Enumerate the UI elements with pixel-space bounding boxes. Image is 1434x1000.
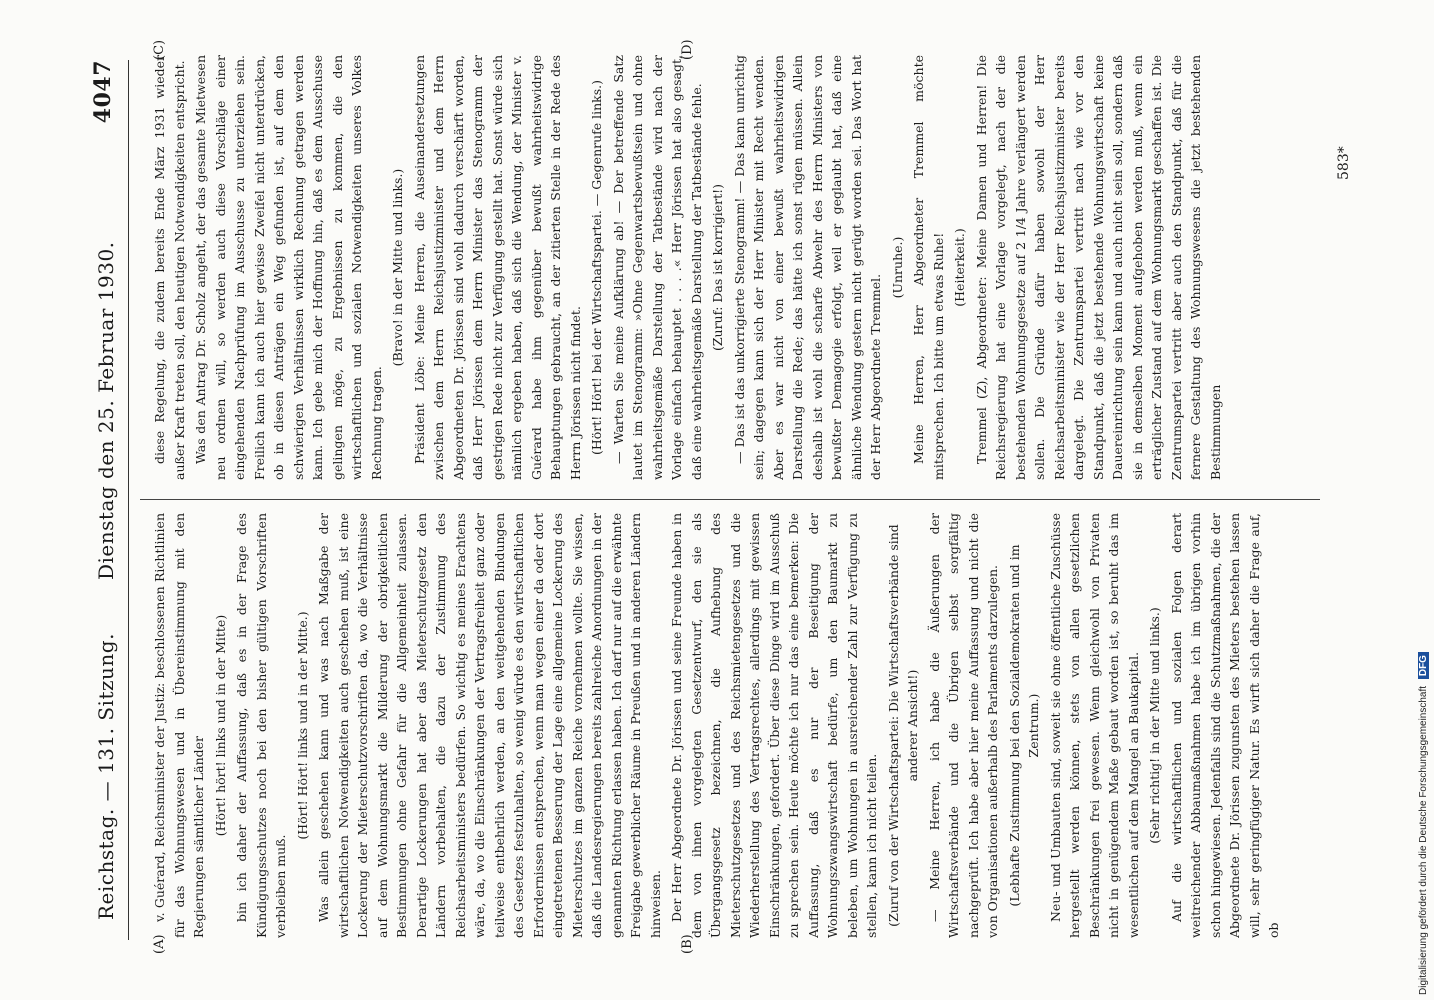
left-column xyxy=(150,513,1320,938)
paragraph: Präsident Löbe: Meine Herren, die Auseinandersetzungen zwischen dem Herrn Reichsjustizminister und dem Herrn Abgeordneten Dr. Jörissen sind wohl dadurch verschärft worden, daß Herr Jörissen dem Herrn Minister das Stenogramm der gestrigen Rede nicht zur Verfügung gestellt hat. Sonst würde sich nämlich ergeben haben, daß sich die Wendung, der Minister v. Guérard habe ihm gegenüber bewußt wahrheitswidrige Behauptungen gebraucht, an der zitierten Stelle in der Rede des Herrn Jörissen nicht findet. xyxy=(411,55,583,480)
paragraph: Der Herr Abgeordnete Dr. Jörissen und seine Freunde haben in dem von ihnen vorgelegten Gesetzentwurf, den sie als Übergangsgesetz bezeichnen, die Aufhebung des Mieterschutzgesetzes und des Reichsmietengesetzes und die Wiederherstellung des Vertragsrechtes, allerdings mit gewissen Einschränkungen, gefordert. Über diese Dinge wird im Ausschuß zu sprechen sein. Heute möchte ich nur das eine bemerken: Die Auffassung, daß es nur der Beseitigung der Wohnungszwangswirtschaft bedürfe, um den Baumarkt zu beleben, um Wohnungen in ausreichender Zahl zur Verfügung zu stellen, kann ich nicht teilen. xyxy=(669,513,879,938)
paragraph: v. Guérard, Reichsminister der Justiz: beschlossenen Richtlinien für das Wohnungswesen und in Übereinstimmung mit den Regierungen sämtlicher Länder xyxy=(152,513,206,938)
page-header xyxy=(80,40,130,960)
interjection: (Hört! Hört! links und in der Mitte.) xyxy=(294,611,310,840)
interjection: (Bravo! in der Mitte und links.) xyxy=(390,168,405,367)
column-separator xyxy=(140,499,1320,500)
interjection: (Hört! Hört! bei der Wirtschaftspartei. — Gegenrufe links.) xyxy=(589,79,604,456)
signature-mark: 583* xyxy=(1336,146,1352,180)
interjection: (Zuruf: Das ist korrigiert!) xyxy=(710,183,725,352)
right-column xyxy=(150,55,1320,480)
paragraph: bin ich daher der Auffassung, daß es in der Frage des Kündigungsschutzes noch bei den bisher gültigen Vorschriften verbleiben muß. xyxy=(234,513,288,938)
paragraph: Tremmel (Z), Abgeordneter: Meine Damen und Herren! Die Reichsregierung hat eine Vorlage vorgelegt, nach der die bestehenden Wohnungsgesetze auf 2 1/4 Jahre verlängert werden sollen. Die Gründe dafür haben sowohl der Herr Reichsarbeitsminister wie der Herr Reichsjustizminister bereits dargelegt. Die Zentrumspartei vertritt nach wie vor den Standpunkt, daß die jetzt bestehende Wohnungswirtschaft keine Dauereinrichtung sein kann und auch nicht sein soll, sondern daß sie in demselben Moment aufgehoben werden muß, wenn ein erträglicher Zustand auf dem Wohnungsmarkt geschaffen ist. Die Zentrumspartei vertritt aber auch den Standpunkt, daß für die fernere Gestaltung des Wohnungswesens die jetzt bestehenden Bestimmungen xyxy=(973,55,1223,480)
paragraph: Was den Antrag Dr. Scholz angeht, der das gesamte Mietwesen neu ordnen will, so werden auch diese Vorschläge einer eingehenden Nachprüfung im Ausschusse zu unterziehen sein. Freilich kann ich auch hier gewisse Zweifel nicht unterdrücken, ob in diesen Anträgen ein Weg gefunden ist, auf dem den schwierigen Verhältnissen wirklich Rechnung getragen werden kann. Ich gebe mich der Hoffnung hin, daß es dem Ausschusse gelingen möge, zu Ergebnissen zu kommen, die den wirtschaftlichen und sozialen Notwendigkeiten unseres Volkes Rechnung tragen. xyxy=(193,55,384,480)
paragraph: — Warten Sie meine Aufklärung ab! — Der betreffende Satz lautet im Stenogramm: »Ohne Gegenwartsbewußtsein und ohne wahrheitsgemäße Darstellung der Tatbestände wird nach der Vorlage einfach behauptet . . . .« Herr Jörissen hat also gesagt, daß eine wahrheitsgemäße Darstellung der Tatbestände fehle. xyxy=(610,55,704,480)
margin-marker-b: (B) xyxy=(680,934,695,954)
digitization-credit xyxy=(1418,652,1429,995)
interjection: (Sehr richtig! in der Mitte und links.) xyxy=(1147,607,1162,844)
dfg-logo: DFG xyxy=(1418,652,1429,679)
page-number: 4047 xyxy=(90,60,116,124)
header-rule xyxy=(128,60,129,940)
interjection: (Lebhafte Zustimmung bei den Sozialdemokraten und im Zentrum.) xyxy=(1006,544,1041,907)
paragraph: — Meine Herren, ich habe die Äußerungen der Wirtschaftsverbände und die Übrigen selbst sorgfältig nachgeprüft. Ich habe aber hier meine Auffassung und nicht die von Organisationen außerhalb des Parlaments darzulegen. xyxy=(926,513,1000,938)
interjection: (Unruhe.) xyxy=(889,236,905,299)
header-session: Reichstag. — 131. Sitzung. xyxy=(94,633,118,920)
interjection: (Hört! hört! links und in der Mitte) xyxy=(212,614,228,837)
paragraph: Was allein geschehen kann und was nach Maßgabe der wirtschaftlichen Notwendigkeiten auch geschehen muß, ist eine Lockerung der Mieterschutzvorschriften da, wo die Verhältnisse auf dem Wohnungsmarkt die Milderung der obrigkeitlichen Bestimmungen ohne Gefahr für die Allgemeinheit zulassen. Derartige Lockerungen hat aber das Mieterschutzgesetz den Ländern vorbehalten, die dazu der Zustimmung des Reichsarbeitsministers bedürfen. So wichtig es meines Erachtens wäre, da, wo die Einschränkungen der Vertragsfreiheit ganz oder teilweise entbehrlich werden, an den weitgehenden Bindungen des Gesetzes festzuhalten, so wenig würde es den wirtschaftlichen Erfordernissen entsprechen, wenn man wegen einer da oder dort eingetretenen Besserung der Lage eine allgemeine Lockerung des Mieterschutzes im ganzen Reiche vornehmen wollte. Sie wissen, daß die Landesregierungen bereits zahlreiche Anordnungen in der genannten Richtung erlassen haben. Ich darf nur auf die erwähnte Freigabe gewerblicher Räume in Preußen und in anderen Ländern hinweisen. xyxy=(316,513,663,938)
paragraph: — Das ist das unkorrigierte Stenogramm! — Das kann unrichtig sein; dagegen kann sich der Herr Minister mit Recht wenden. Aber es war nicht von einer bewußt wahrheitswidrigen Darstellung die Rede; das hätte ich sonst rügen müssen. Allein deshalb ist wohl die scharfe Abwehr des Herrn Ministers von bewußter Demagogie erfolgt, weil er geglaubt hat, daß eine ähnliche Wendung gestern nicht gerügt worden sei. Das Wort hat der Herr Abgeordnete Tremmel. xyxy=(731,55,883,480)
interjection: (Heiterkeit.) xyxy=(952,228,967,307)
credit-text: Digitalisierung gefördert durch die Deutsche Forschungsgemeinschaft xyxy=(1418,685,1429,995)
margin-marker-c: (C) xyxy=(152,39,167,60)
paragraph: diese Regelung, die zudem bereits Ende März 1931 wieder außer Kraft treten soll, den heutigen Notwendigkeiten entspricht. xyxy=(152,55,187,480)
rotated-print-page xyxy=(40,40,1385,960)
margin-marker-a: (A) xyxy=(152,934,167,954)
paragraph: Auf die wirtschaftlichen und sozialen Folgen derart weitreichender Abbaumaßnahmen habe ich im übrigen vorhin schon hingewiesen. Jedenfalls sind die Schutzmaßnahmen, die der Abgeordnete Dr. Jörissen zugunsten des Mieters bestehen lassen will, sehr geringfügiger Natur. Es wirft sich daher die Frage auf, ob xyxy=(1168,513,1281,938)
interjection: (Zuruf von der Wirtschaftspartei: Die Wirtschaftsverbände sind anderer Ansicht!) xyxy=(885,524,920,927)
paragraph: Meine Herren, Herr Abgeordneter Tremmel möchte mitsprechen. Ich bitte um etwas Ruhe! xyxy=(911,55,946,480)
margin-marker-d: (D) xyxy=(680,39,695,60)
header-date: Dienstag den 25. Februar 1930. xyxy=(94,241,118,580)
paragraph: Neu- und Umbauten sind, soweit sie ohne öffentliche Zuschüsse hergestellt werden können, stets von allen gesetzlichen Beschränkungen frei gewesen. Wenn gleichwohl von Privaten nicht in genügendem Maße gebaut worden ist, so beruht das im wesentlichen auf dem Mangel an Baukapital. xyxy=(1047,513,1141,938)
